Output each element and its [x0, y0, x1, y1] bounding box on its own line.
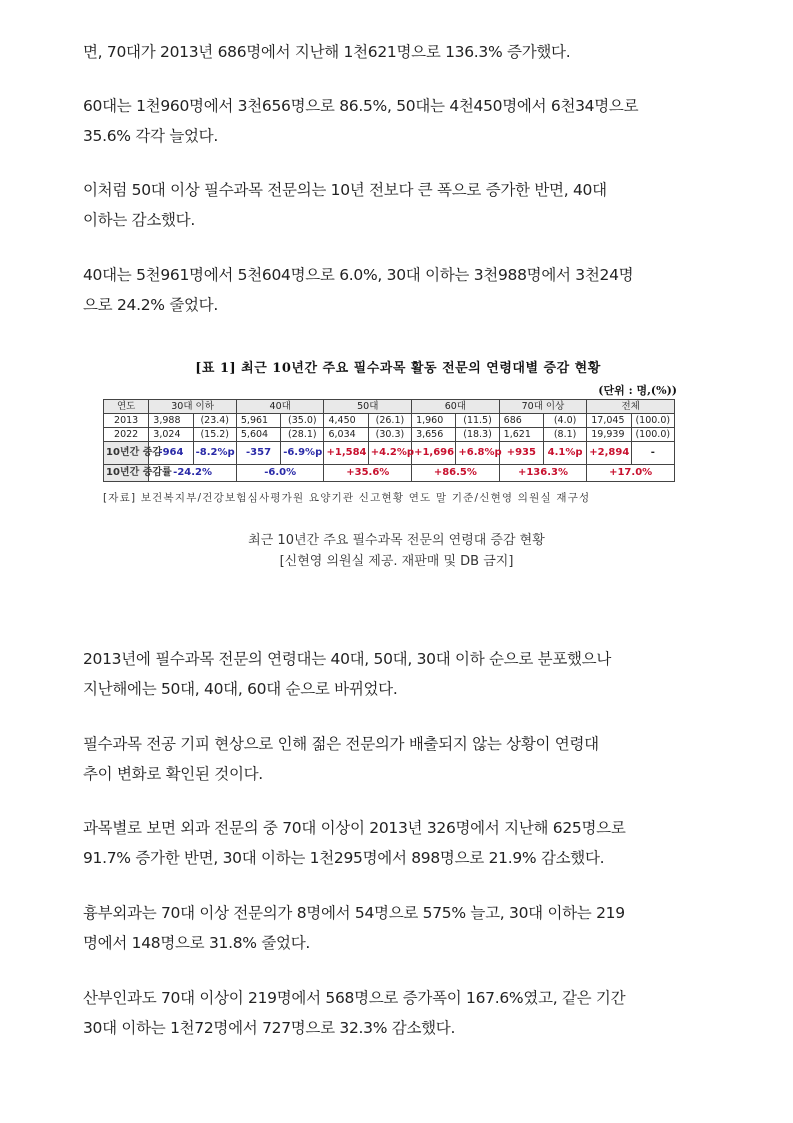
text-line: 2013년에 필수과목 전문의 연령대는 40대, 50대, 30대 이하 순으로 분포했으나 — [83, 650, 612, 668]
text-line: 35.6% 각각 늘었다. — [83, 127, 218, 145]
header-cell: 50대 — [324, 400, 412, 414]
table-cell: 3,024 — [149, 428, 193, 442]
table-title: [표 1] 최근 10년간 주요 필수과목 활동 전문의 연령대별 증감 현황 — [195, 361, 601, 376]
change-cell: -8.2%p — [193, 442, 236, 465]
text-line: 필수과목 전공 기피 현상으로 인해 젊은 전문의가 배출되지 않는 상황이 연령대 — [83, 735, 599, 753]
text-line: 추이 변화로 확인된 것이다. — [83, 765, 263, 783]
change-cell: 4.1%p — [543, 442, 586, 465]
rate-cell: +136.3% — [499, 465, 587, 482]
change-cell: +1,584 — [324, 442, 368, 465]
paragraph-6 — [83, 729, 713, 789]
rate-cell: +86.5% — [412, 465, 500, 482]
table-cell: 5,604 — [236, 428, 280, 442]
paragraph-7 — [83, 813, 713, 873]
text-line: 명에서 148명으로 31.8% 줄었다. — [83, 934, 310, 952]
change-cell: +1,696 — [412, 442, 456, 465]
text-line: 60대는 1천960명에서 3천656명으로 86.5%, 50대는 4천450명에서 6천34명으로 — [83, 97, 639, 115]
table-cell: (28.1) — [281, 428, 324, 442]
caption-title: 최근 10년간 주요 필수과목 전문의 연령대 증감 현황 — [248, 533, 545, 548]
text-line: 이처럼 50대 이상 필수과목 전문의는 10년 전보다 큰 폭으로 증가한 반면, 40대 — [83, 181, 607, 199]
table-cell: 1,960 — [412, 414, 456, 428]
change-cell: +6.8%p — [456, 442, 499, 465]
table-cell: (100.0) — [631, 428, 674, 442]
paragraph-2 — [83, 91, 713, 151]
row-label: 10년간 증감 — [104, 442, 149, 465]
rate-cell: -24.2% — [149, 465, 237, 482]
table-cell: 1,621 — [499, 428, 543, 442]
header-cell: 30대 이하 — [149, 400, 237, 414]
rate-cell: +17.0% — [587, 465, 675, 482]
change-cell: -964 — [149, 442, 193, 465]
paragraph-4 — [83, 260, 713, 320]
caption-credit: [신현영 의원실 제공. 재판매 및 DB 금지] — [279, 554, 514, 569]
row-label: 10년간 증감률 — [104, 465, 149, 482]
table-cell: 5,961 — [236, 414, 280, 428]
age-group-table — [103, 399, 675, 482]
table-row-2013 — [104, 414, 675, 428]
table-cell: (11.5) — [456, 414, 499, 428]
table-row-2022 — [104, 428, 675, 442]
text-line: 30대 이하는 1천72명에서 727명으로 32.3% 감소했다. — [83, 1019, 456, 1037]
change-cell: +4.2%p — [368, 442, 411, 465]
table-figure — [83, 357, 713, 512]
text-line: 으로 24.2% 줄었다. — [83, 296, 218, 314]
table-cell: 4,450 — [324, 414, 368, 428]
text-line: 면, 70대가 2013년 686명에서 지난해 1천621명으로 136.3% 증가했다. — [83, 43, 571, 61]
table-cell: 17,045 — [587, 414, 631, 428]
table-header-row — [104, 400, 675, 414]
table-cell: (18.3) — [456, 428, 499, 442]
table-cell: 686 — [499, 414, 543, 428]
table-cell: 3,988 — [149, 414, 193, 428]
text-line: 흉부외과는 70대 이상 전문의가 8명에서 54명으로 575% 늘고, 30대 이하는 219 — [83, 904, 625, 922]
table-cell: (26.1) — [368, 414, 411, 428]
text-line: 91.7% 증가한 반면, 30대 이하는 1천295명에서 898명으로 21.9% 감소했다. — [83, 849, 605, 867]
table-cell: (35.0) — [281, 414, 324, 428]
table-source: [자료] 보건복지부/건강보험심사평가원 요양기관 신고현황 연도 말 기준/신현영 의원실 재구성 — [103, 492, 591, 504]
rate-cell: -6.0% — [236, 465, 324, 482]
table-cell: (100.0) — [631, 414, 674, 428]
change-cell: -6.9%p — [281, 442, 324, 465]
paragraph-9 — [83, 983, 713, 1043]
table-cell: (30.3) — [368, 428, 411, 442]
text-line: 산부인과도 70대 이상이 219명에서 568명으로 증가폭이 167.6%였고, 같은 기간 — [83, 989, 626, 1007]
header-cell: 70대 이상 — [499, 400, 587, 414]
text-line: 지난해에는 50대, 40대, 60대 순으로 바뀌었다. — [83, 680, 398, 698]
header-cell: 전체 — [587, 400, 675, 414]
table-cell: (23.4) — [193, 414, 236, 428]
header-cell: 연도 — [104, 400, 149, 414]
change-cell: -357 — [236, 442, 280, 465]
table-unit: (단위 : 명,(%)) — [598, 384, 677, 397]
change-cell: - — [631, 442, 674, 465]
text-line: 이하는 감소했다. — [83, 211, 195, 229]
table-cell: (4.0) — [543, 414, 586, 428]
text-line: 과목별로 보면 외과 전문의 중 70대 이상이 2013년 326명에서 지난해 625명으로 — [83, 819, 626, 837]
paragraph-8 — [83, 898, 713, 958]
text-line: 40대는 5천961명에서 5천604명으로 6.0%, 30대 이하는 3천988명에서 3천24명 — [83, 266, 634, 284]
table-row-rate — [104, 465, 675, 482]
change-cell: +2,894 — [587, 442, 631, 465]
row-label: 2022 — [104, 428, 149, 442]
rate-cell: +35.6% — [324, 465, 412, 482]
table-cell: 6,034 — [324, 428, 368, 442]
table-cell: 19,939 — [587, 428, 631, 442]
paragraph-1 — [83, 37, 713, 67]
paragraph-5 — [83, 644, 713, 704]
table-cell: 3,656 — [412, 428, 456, 442]
change-cell: +935 — [499, 442, 543, 465]
table-row-change — [104, 442, 675, 465]
table-cell: (8.1) — [543, 428, 586, 442]
header-cell: 60대 — [412, 400, 500, 414]
paragraph-3 — [83, 175, 713, 235]
row-label: 2013 — [104, 414, 149, 428]
table-cell: (15.2) — [193, 428, 236, 442]
figure-caption — [0, 530, 793, 572]
header-cell: 40대 — [236, 400, 324, 414]
